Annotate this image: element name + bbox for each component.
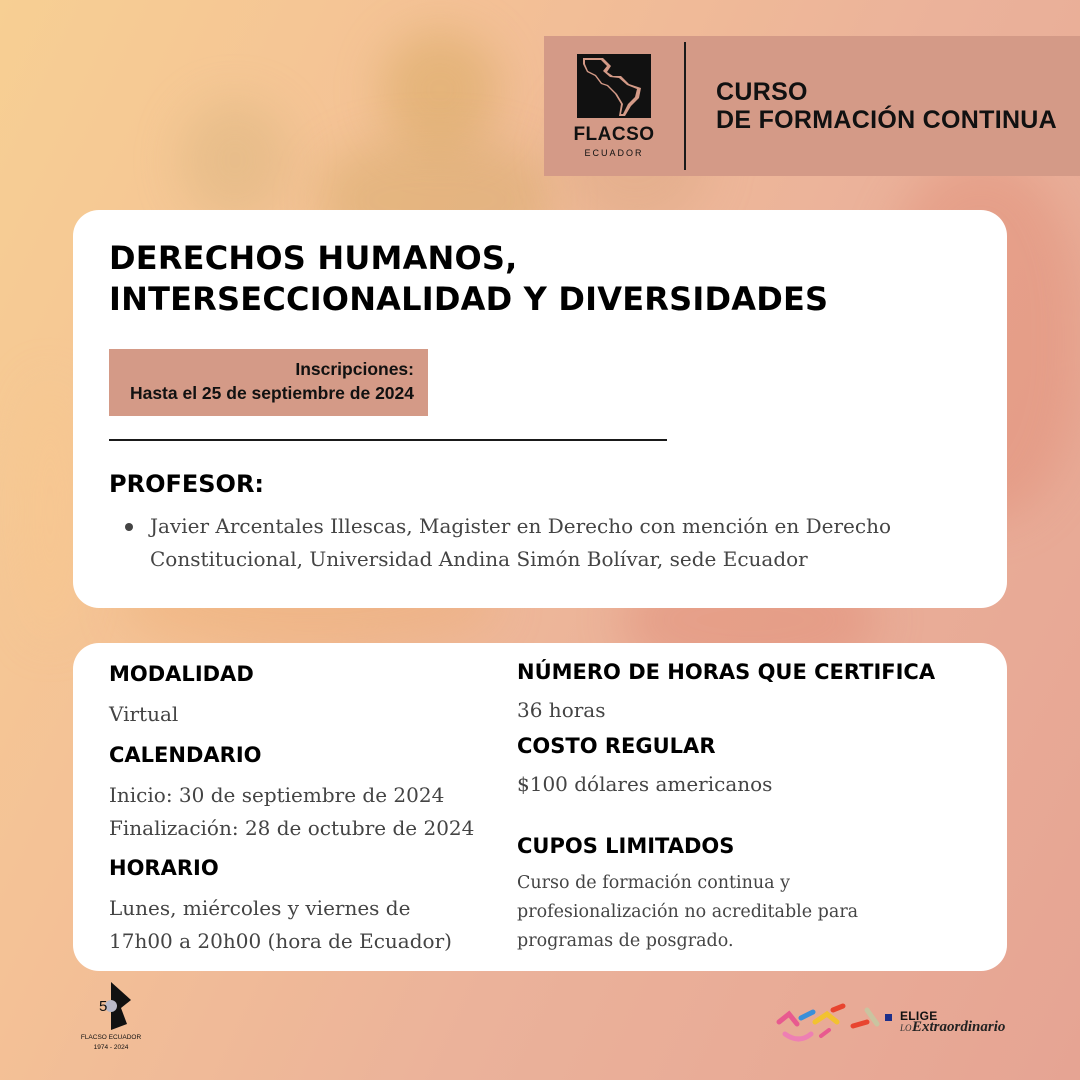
logo-name: FLACSO xyxy=(573,124,655,145)
course-header xyxy=(544,36,1080,176)
professor-entry: Javier Arcentales Illescas, Magister en Derecho con mención en Derecho Constitucional, Universidad Andina Simón Bolívar, sede Ecuador xyxy=(150,514,892,571)
course-title-line-1: DERECHOS HUMANOS, xyxy=(109,239,518,277)
professor-heading: PROFESOR: xyxy=(109,470,265,498)
schedule-line-2: 17h00 a 20h00 (hora de Ecuador) xyxy=(109,929,452,953)
logo-subtitle: ECUADOR xyxy=(584,148,644,158)
list-item xyxy=(125,510,965,576)
calendar-end: Finalización: 28 de octubre de 2024 xyxy=(109,816,475,840)
background-figure-head xyxy=(380,30,500,150)
cost-value: $100 dólares americanos xyxy=(517,772,773,796)
course-info-card xyxy=(73,210,1007,608)
campaign-kicker: ELIGE xyxy=(900,1009,938,1023)
header-title xyxy=(716,78,1057,134)
background-figure-left xyxy=(180,100,290,220)
calendar-start: Inicio: 30 de septiembre de 2024 xyxy=(109,783,445,807)
anniversary-50-icon xyxy=(85,980,137,1032)
anniversary-logo xyxy=(80,980,142,1052)
calendar-heading: CALENDARIO xyxy=(109,743,262,767)
seats-line-1: Curso de formación continua y xyxy=(517,873,791,893)
header-divider xyxy=(684,42,686,170)
bullet-icon xyxy=(125,523,133,531)
seats-heading: CUPOS LIMITADOS xyxy=(517,834,735,858)
campaign-word: Extraordinario xyxy=(912,1019,1006,1035)
modality-value: Virtual xyxy=(109,702,179,726)
course-details-card xyxy=(73,643,1007,971)
anniversary-name: FLACSO ECUADOR xyxy=(80,1034,142,1041)
campaign-logo xyxy=(775,1000,1015,1044)
registration-deadline: Hasta el 25 de septiembre de 2024 xyxy=(129,383,414,403)
cost-heading: COSTO REGULAR xyxy=(517,734,716,758)
professor-list xyxy=(125,510,965,576)
confetti-ribbons-icon xyxy=(775,1000,895,1044)
latin-america-map-icon xyxy=(577,54,651,118)
modality-heading: MODALIDAD xyxy=(109,662,254,686)
registration-label: Inscripciones: xyxy=(295,359,414,379)
seats-line-3: programas de posgrado. xyxy=(517,931,734,951)
course-title xyxy=(109,238,828,320)
campaign-small: LO xyxy=(900,1023,912,1033)
hours-value: 36 horas xyxy=(517,698,606,722)
hours-heading: NÚMERO DE HORAS QUE CERTIFICA xyxy=(517,660,936,684)
header-title-line-1: CURSO xyxy=(716,78,808,106)
course-title-line-2: INTERSECCIONALIDAD Y DIVERSIDADES xyxy=(109,280,829,318)
anniversary-years: 1974 - 2024 xyxy=(93,1044,129,1051)
flacso-logo xyxy=(544,36,684,176)
background-figure-edge xyxy=(20,380,80,640)
header-title-line-2: DE FORMACIÓN CONTINUA xyxy=(716,106,1058,134)
schedule-heading: HORARIO xyxy=(109,856,219,880)
section-divider xyxy=(109,439,667,441)
anniversary-number: 5 xyxy=(99,998,108,1015)
registration-badge xyxy=(109,349,428,416)
seats-line-2: profesionalización no acreditable para xyxy=(517,902,859,922)
schedule-line-1: Lunes, miércoles y viernes de xyxy=(109,896,411,920)
